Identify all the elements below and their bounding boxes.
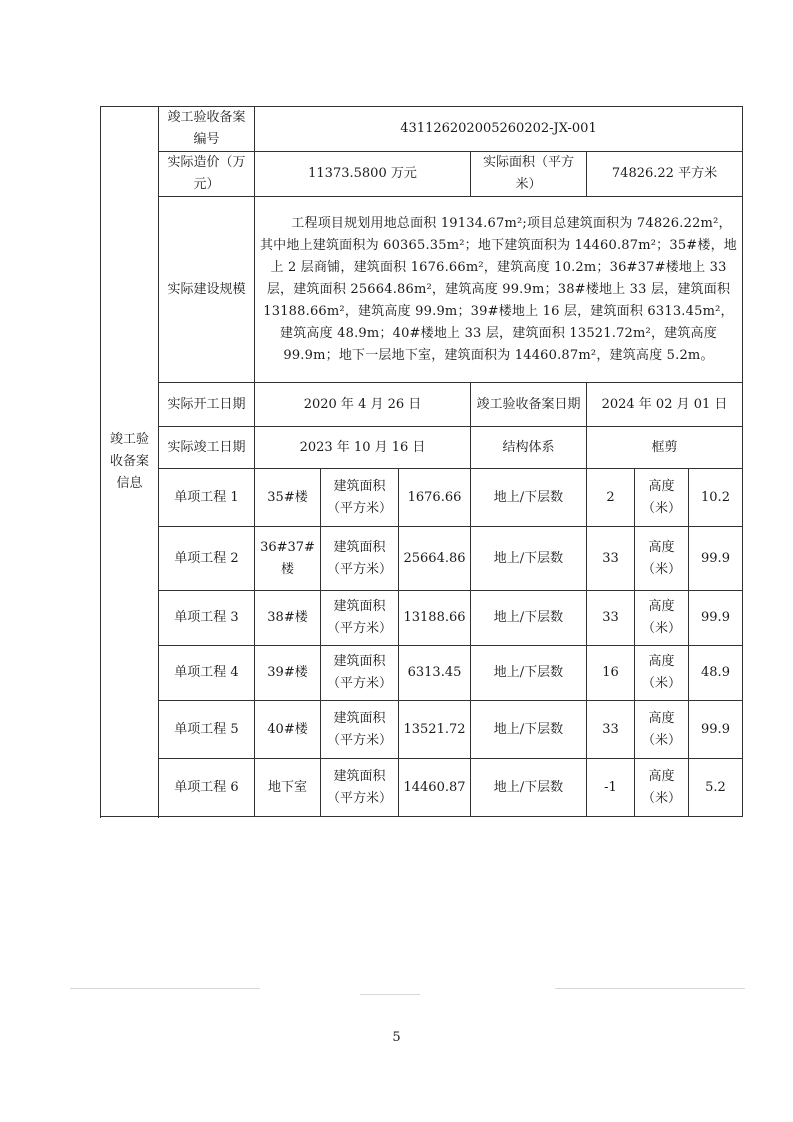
sub-project-height: 10.2 — [689, 469, 743, 527]
sub-project-area-label: 建筑面积（平方米） — [321, 527, 399, 591]
sub-project-building: 35#楼 — [255, 469, 321, 527]
sub-project-floors-label: 地上/下层数 — [471, 701, 587, 759]
sub-project-row-1 — [101, 469, 743, 527]
sub-project-height-label: 高度（米） — [635, 591, 689, 646]
scan-artifact-line — [70, 988, 260, 989]
sub-project-name: 单项工程 4 — [159, 646, 255, 701]
sub-project-floors-label: 地上/下层数 — [471, 646, 587, 701]
completion-date-value: 2023 年 10 月 16 日 — [255, 427, 471, 469]
sub-project-floors-label: 地上/下层数 — [471, 527, 587, 591]
completion-date-label: 实际竣工日期 — [159, 427, 255, 469]
filing-number-value: 431126202005260202-JX-001 — [255, 107, 743, 152]
sub-project-building: 39#楼 — [255, 646, 321, 701]
actual-scale-label: 实际建设规模 — [159, 197, 255, 383]
sub-project-name: 单项工程 3 — [159, 591, 255, 646]
structure-value: 框剪 — [587, 427, 743, 469]
sub-project-floors: 33 — [587, 591, 635, 646]
sub-project-height-label: 高度（米） — [635, 646, 689, 701]
sub-project-height-label: 高度（米） — [635, 469, 689, 527]
filing-date-label: 竣工验收备案日期 — [471, 383, 587, 427]
sub-project-building: 36#37#楼 — [255, 527, 321, 591]
sub-project-floors: 16 — [587, 646, 635, 701]
sub-project-area-label: 建筑面积（平方米） — [321, 591, 399, 646]
sub-project-height: 5.2 — [689, 759, 743, 817]
sub-project-area-label: 建筑面积（平方米） — [321, 469, 399, 527]
sub-project-area-label: 建筑面积（平方米） — [321, 759, 399, 817]
sub-project-row-4 — [101, 646, 743, 701]
sub-project-floors-label: 地上/下层数 — [471, 469, 587, 527]
sub-project-name: 单项工程 6 — [159, 759, 255, 817]
completion-filing-table — [100, 106, 743, 817]
sub-project-row-6 — [101, 759, 743, 817]
actual-scale-value: 工程项目规划用地总面积 19134.67m²;项目总建筑面积为 74826.22m²，其中地上建筑面积为 60365.35m²；地下建筑面积为 14460.87m²；35#楼，地上 2 层商铺，建筑面积 1676.66m²，建筑高度 10.2m；36#37#楼地上 33 层，建筑面积 25664.86m²，建筑高度 99.9m；38#楼地上 33 层，建筑面积 13188.66m²，建筑高度 99.9m；39#楼地上 16 层，建筑面积 6313.45m²，建筑高度 48.9m；40#楼地上 33 层，建筑面积 13521.72m²，建筑高度 99.9m；地下一层地下室，建筑面积为 14460.87m²，建筑高度 5.2m。 — [255, 197, 743, 383]
sub-project-name: 单项工程 5 — [159, 701, 255, 759]
actual-area-label: 实际面积（平方米） — [471, 152, 587, 197]
row-completion-structure — [101, 427, 743, 469]
sub-project-row-3 — [101, 591, 743, 646]
actual-cost-label: 实际造价（万元） — [159, 152, 255, 197]
sub-project-floors-label: 地上/下层数 — [471, 591, 587, 646]
sub-project-height: 99.9 — [689, 701, 743, 759]
sub-project-name: 单项工程 1 — [159, 469, 255, 527]
sub-project-area-label: 建筑面积（平方米） — [321, 701, 399, 759]
sub-project-area: 25664.86 — [399, 527, 471, 591]
sub-project-area: 14460.87 — [399, 759, 471, 817]
section-title-cell: 竣工验收备案信息 — [101, 107, 159, 817]
row-filing-number — [101, 107, 743, 152]
scan-artifact-line — [555, 988, 745, 989]
sub-project-floors: -1 — [587, 759, 635, 817]
sub-project-area-label: 建筑面积（平方米） — [321, 646, 399, 701]
sub-project-height-label: 高度（米） — [635, 701, 689, 759]
row-actual-scale — [101, 197, 743, 383]
sub-project-building: 40#楼 — [255, 701, 321, 759]
page-number: 5 — [392, 1030, 401, 1045]
sub-project-area: 6313.45 — [399, 646, 471, 701]
sub-project-area: 13521.72 — [399, 701, 471, 759]
sub-project-height: 48.9 — [689, 646, 743, 701]
sub-project-floors: 33 — [587, 527, 635, 591]
filing-date-value: 2024 年 02 月 01 日 — [587, 383, 743, 427]
sub-project-area: 1676.66 — [399, 469, 471, 527]
sub-project-area: 13188.66 — [399, 591, 471, 646]
sub-project-row-5 — [101, 701, 743, 759]
sub-project-floors: 2 — [587, 469, 635, 527]
sub-project-height: 99.9 — [689, 527, 743, 591]
sub-project-building: 地下室 — [255, 759, 321, 817]
sub-project-floors: 33 — [587, 701, 635, 759]
filing-number-label: 竣工验收备案编号 — [159, 107, 255, 152]
sub-project-name: 单项工程 2 — [159, 527, 255, 591]
structure-label: 结构体系 — [471, 427, 587, 469]
row-start-filing-date — [101, 383, 743, 427]
row-cost-area — [101, 152, 743, 197]
sub-project-height-label: 高度（米） — [635, 759, 689, 817]
actual-area-value: 74826.22 平方米 — [587, 152, 743, 197]
sub-project-floors-label: 地上/下层数 — [471, 759, 587, 817]
start-date-label: 实际开工日期 — [159, 383, 255, 427]
start-date-value: 2020 年 4 月 26 日 — [255, 383, 471, 427]
sub-project-height: 99.9 — [689, 591, 743, 646]
scan-artifact-line — [360, 994, 420, 995]
sub-project-row-2 — [101, 527, 743, 591]
sub-project-building: 38#楼 — [255, 591, 321, 646]
actual-cost-value: 11373.5800 万元 — [255, 152, 471, 197]
sub-project-height-label: 高度（米） — [635, 527, 689, 591]
